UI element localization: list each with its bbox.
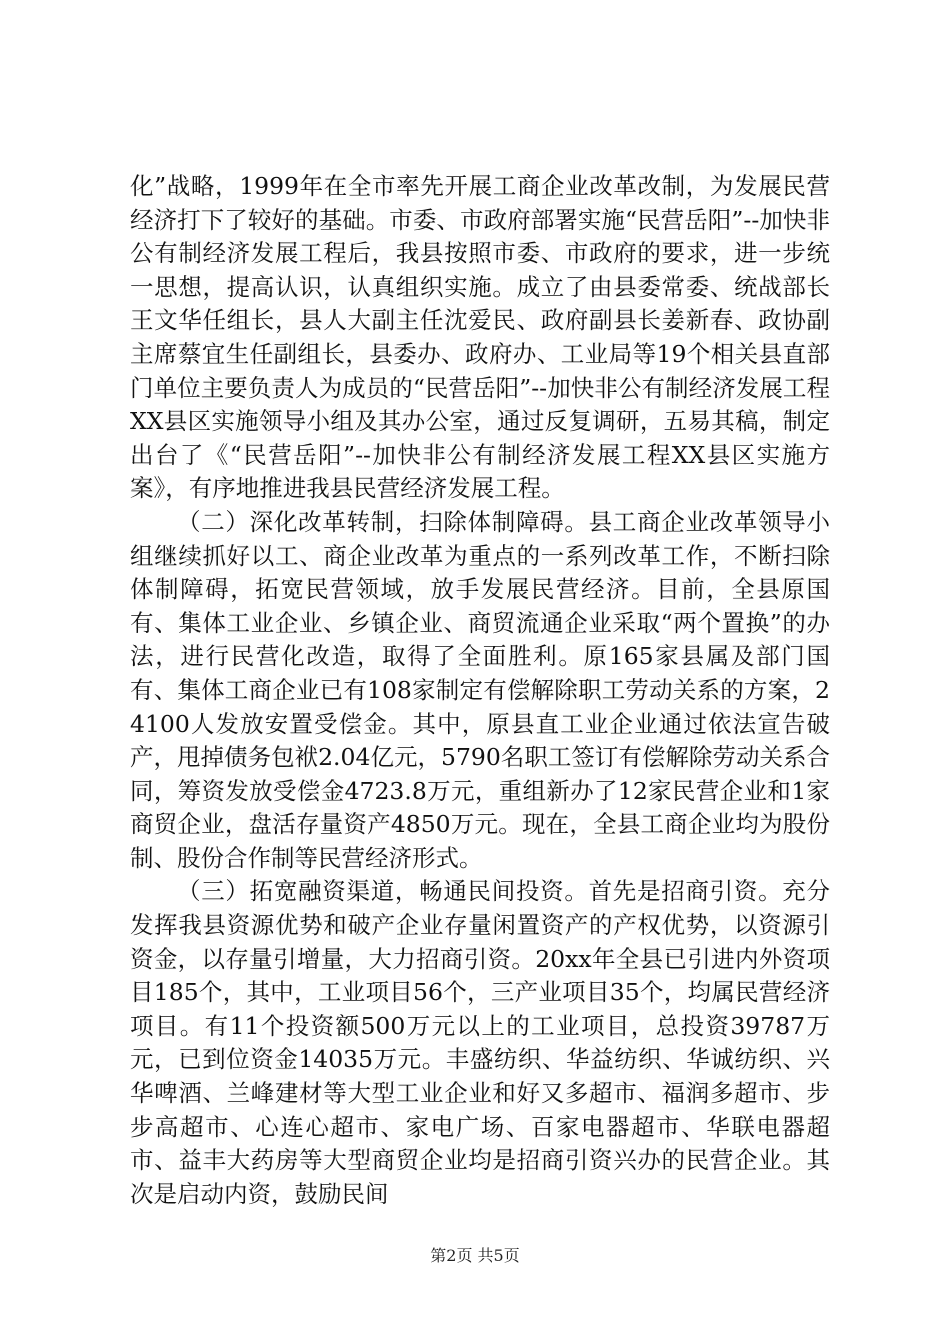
document-body [130,170,830,1211]
page-number: 第2页 共5页 [430,1246,520,1265]
paragraph-section-3: （三）拓宽融资渠道，畅通民间投资。首先是招商引资。充分发挥我县资源优势和破产企业存量闲置资产的产权优势，以资源引资金，以存量引增量，大力招商引资。20xx年全县已引进内外资项目185个，其中，工业项目56个，三产业项目35个，均属民营经济项目。有11个投资额500万元以上的工业项目，总投资39787万元，已到位资金14035万元。丰盛纺织、华益纺织、华诚纺织、兴华啤酒、兰峰建材等大型工业企业和好又多超市、福润多超市、步步高超市、心连心超市、家电广场、百家电器超市、华联电器超市、益丰大药房等大型商贸企业均是招商引资兴办的民营企业。其次是启动内资，鼓励民间 [130,877,830,1208]
paragraph-section-2: （二）深化改革转制，扫除体制障碍。县工商企业改革领导小组继续抓好以工、商企业改革为重点的一系列改革工作，不断扫除体制障碍，拓宽民营领域，放手发展民营经济。目前，全县原国有、集体工业企业、乡镇企业、商贸流通企业采取“两个置换”的办法，进行民营化改造，取得了全面胜利。原165家县属及部门国有、集体工商企业已有108家制定有偿解除职工劳动关系的方案，24100人发放安置受偿金。其中，原县直工业企业通过依法宣告破产，甩掉债务包袱2.04亿元，5790名职工签订有偿解除劳动关系合同，筹资发放受偿金4723.8万元，重组新办了12家民营企业和1家商贸企业，盘活存量资产4850万元。现在，全县工商企业均为股份制、股份合作制等民营经济形式。 [130,507,830,872]
paragraph-continued: 化”战略，1999年在全市率先开展工商企业改革改制，为发展民营经济打下了较好的基础。市委、市政府部署实施“民营岳阳”--加快非公有制经济发展工程后，我县按照市委、市政府的要求，进一步统一思想，提高认识，认真组织实施。成立了由县委常委、统战部长王文华任组长，县人大副主任沈爱民、政府副县长姜新春、政协副主席蔡宜生任副组长，县委办、政府办、工业局等19个相关县直部门单位主要负责人为成员的“民营岳阳”--加快非公有制经济发展工程XX县区实施领导小组及其办公室，通过反复调研，五易其稿，制定出台了《“民营岳阳”--加快非公有制经济发展工程XX县区实施方案》，有序地推进我县民营经济发展工程。 [130,172,830,503]
